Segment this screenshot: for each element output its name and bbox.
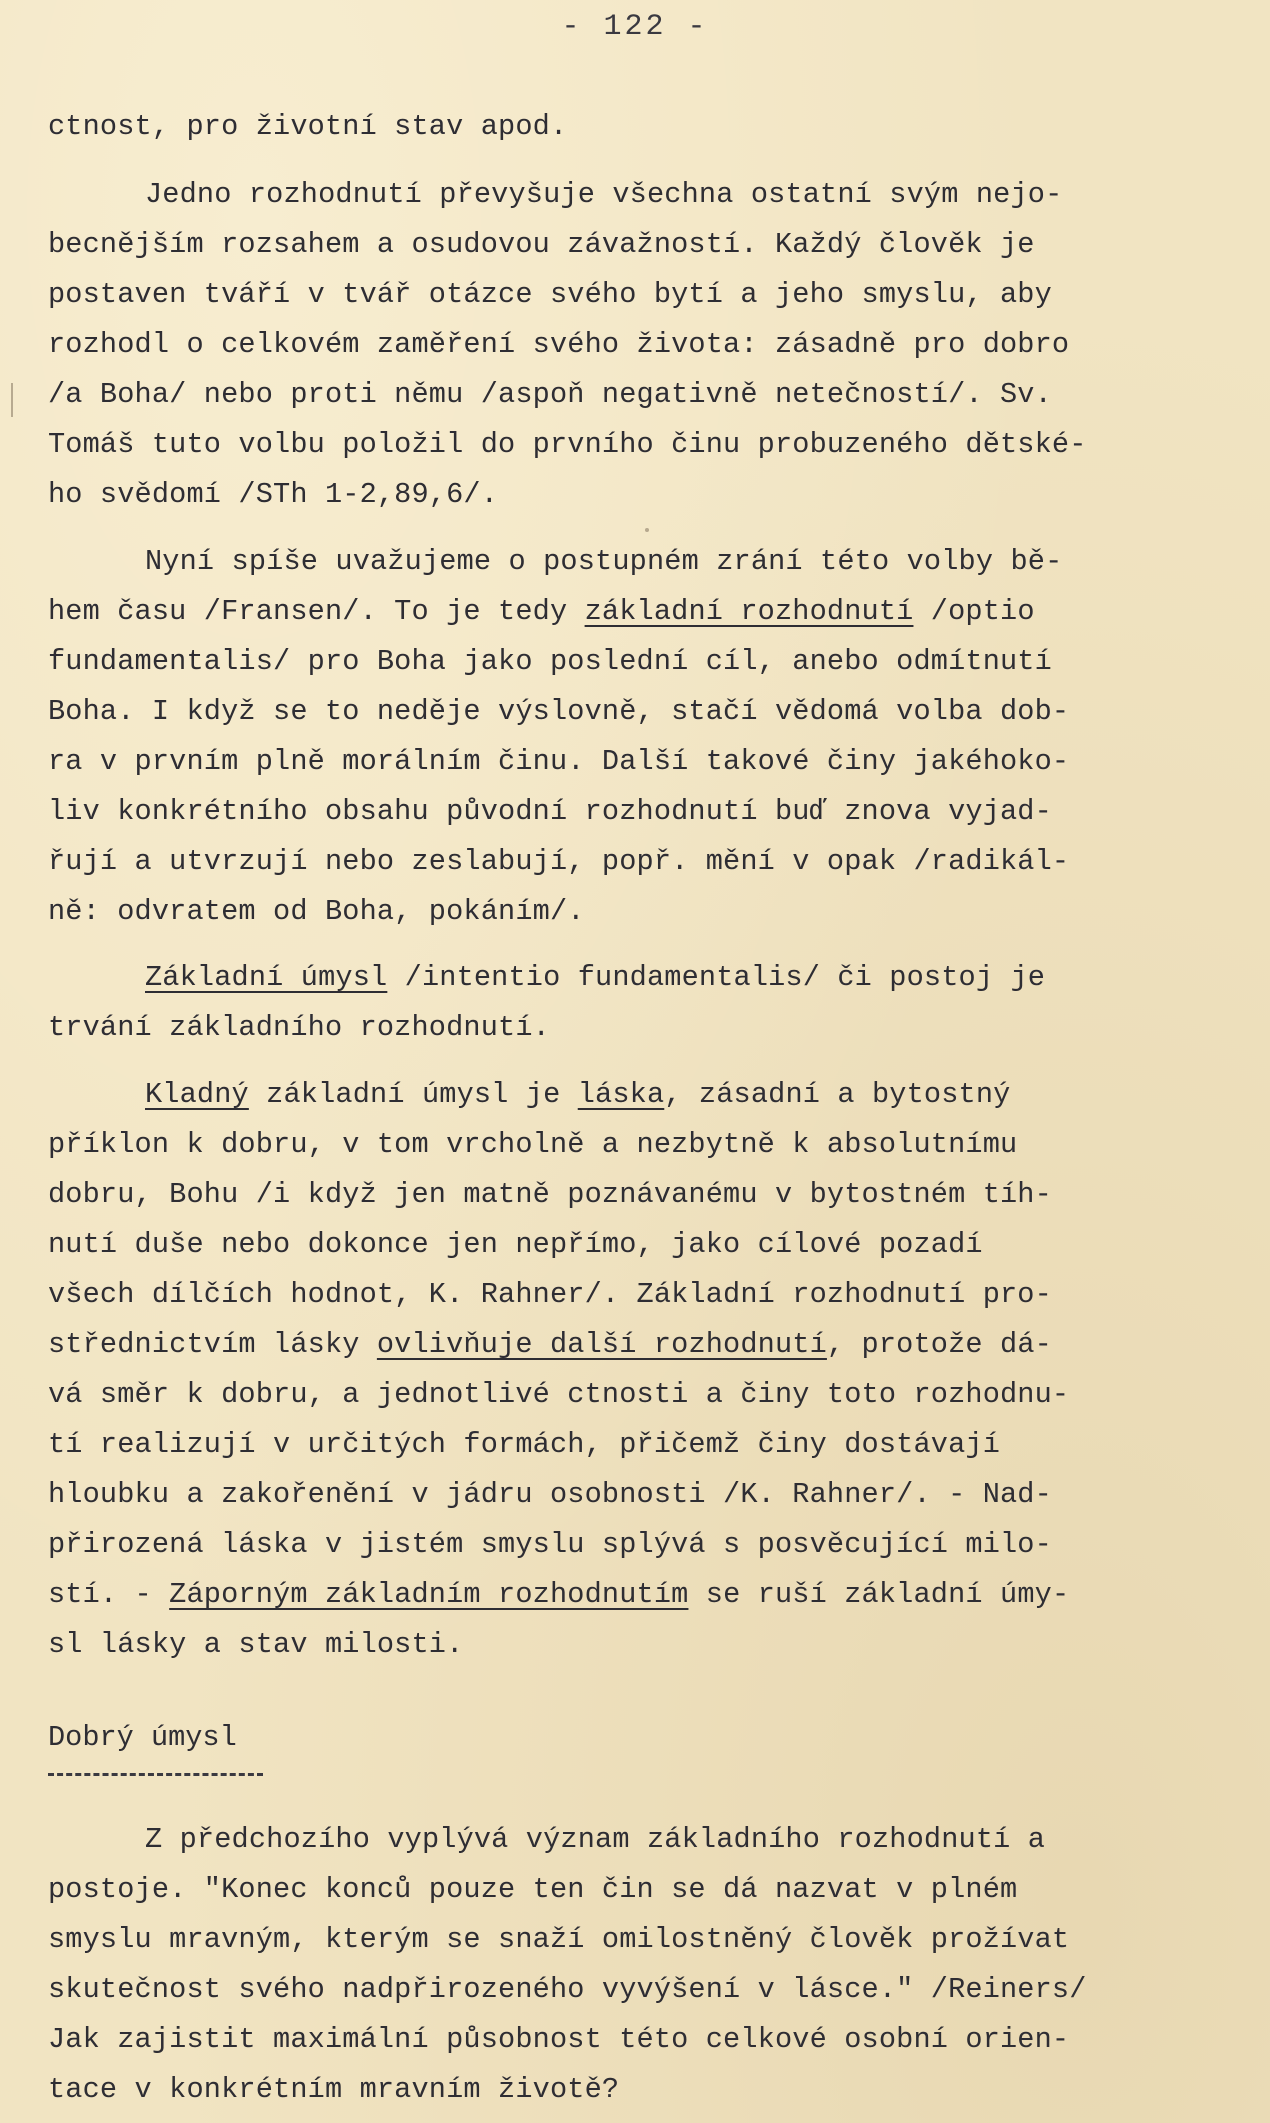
page-number: - 122 -	[561, 10, 709, 44]
text-line: dobru, Bohu /i když jen matně poznávanému v bytostném tíh-	[48, 1178, 1052, 1211]
text-line: ně: odvratem od Boha, pokáním/.	[48, 895, 585, 928]
text-line: Základní úmysl /intentio fundamentalis/ či postoj je	[145, 961, 1046, 994]
text-line: skutečnost svého nadpřirozeného vyvýšení v lásce." /Reiners/	[48, 1973, 1087, 2006]
text-line: řují a utvrzují nebo zeslabují, popř. mění v opak /radikál-	[48, 845, 1070, 878]
underlined-term: Základní úmysl	[145, 961, 388, 994]
text-line: sl lásky a stav milosti.	[48, 1628, 464, 1661]
text-line: střednictvím lásky ovlivňuje další rozhodnutí, protože dá-	[48, 1328, 1052, 1361]
heading-dashed-rule	[48, 1773, 263, 1776]
text-line: hloubku a zakořenění v jádru osobnosti /K. Rahner/. - Nad-	[48, 1478, 1052, 1511]
underlined-term: základní rozhodnutí	[584, 595, 914, 628]
scan-mark	[11, 383, 13, 417]
scan-dot	[645, 528, 649, 532]
text-line: vá směr k dobru, a jednotlivé ctnosti a činy toto rozhodnu-	[48, 1378, 1070, 1411]
text-line: Tomáš tuto volbu položil do prvního činu probuzeného dětské-	[48, 428, 1087, 461]
text-line: becnějším rozsahem a osudovou závažností. Každý člověk je	[48, 228, 1035, 261]
text-line: všech dílčích hodnot, K. Rahner/. Základní rozhodnutí pro-	[48, 1278, 1052, 1311]
text-line: trvání základního rozhodnutí.	[48, 1011, 550, 1044]
text-line: Z předchozího vyplývá význam základního rozhodnutí a	[145, 1823, 1046, 1856]
underlined-term: ovlivňuje další rozhodnutí	[376, 1328, 827, 1361]
underlined-term: Kladný	[145, 1078, 249, 1111]
text-line: rozhodl o celkovém zaměření svého života: zásadně pro dobro	[48, 328, 1070, 361]
text-line: smyslu mravným, kterým se snaží omilostněný člověk prožívat	[48, 1923, 1070, 1956]
underlined-term: Záporným základním rozhodnutím	[169, 1578, 689, 1611]
text-line: Boha. I když se to neděje výslovně, stačí vědomá volba dob-	[48, 695, 1070, 728]
text-line: Nyní spíše uvažujeme o postupném zrání této volby bě-	[145, 545, 1063, 578]
text-line: stí. - Záporným základním rozhodnutím se ruší základní úmy-	[48, 1578, 1070, 1611]
underlined-term: láska	[577, 1078, 665, 1111]
text-line: Jedno rozhodnutí převyšuje všechna ostatní svým nejo-	[145, 178, 1063, 211]
text-line: postaven tváří v tvář otázce svého bytí a jeho smyslu, aby	[48, 278, 1052, 311]
text-line: Jak zajistit maximální působnost této celkové osobní orien-	[48, 2023, 1070, 2056]
text-line: liv konkrétního obsahu původní rozhodnutí buď znova vyjad-	[48, 795, 1052, 828]
text-line: příklon k dobru, v tom vrcholně a nezbytně k absolutnímu	[48, 1128, 1018, 1161]
text-line: tí realizují v určitých formách, přičemž činy dostávají	[48, 1428, 1000, 1461]
text-line: /a Boha/ nebo proti němu /aspoň negativně netečností/. Sv.	[48, 378, 1052, 411]
text-line: Kladný základní úmysl je láska, zásadní a bytostný	[145, 1078, 1011, 1111]
text-line: ra v prvním plně morálním činu. Další takové činy jakéhoko-	[48, 745, 1070, 778]
text-line: ctnost, pro životní stav apod.	[48, 110, 568, 143]
text-line: fundamentalis/ pro Boha jako poslední cíl, anebo odmítnutí	[48, 645, 1052, 678]
text-line: tace v konkrétním mravním životě?	[48, 2073, 620, 2106]
section-heading: Dobrý úmysl	[48, 1721, 237, 1754]
text-line: hem času /Fransen/. To je tedy základní rozhodnutí /optio	[48, 595, 1035, 628]
text-line: ho svědomí /STh 1-2,89,6/.	[48, 478, 499, 511]
text-line: postoje. "Konec konců pouze ten čin se dá nazvat v plném	[48, 1873, 1018, 1906]
text-line: nutí duše nebo dokonce jen nepřímo, jako cílové pozadí	[48, 1228, 983, 1261]
text-line: přirozená láska v jistém smyslu splývá s posvěcující milo-	[48, 1528, 1052, 1561]
